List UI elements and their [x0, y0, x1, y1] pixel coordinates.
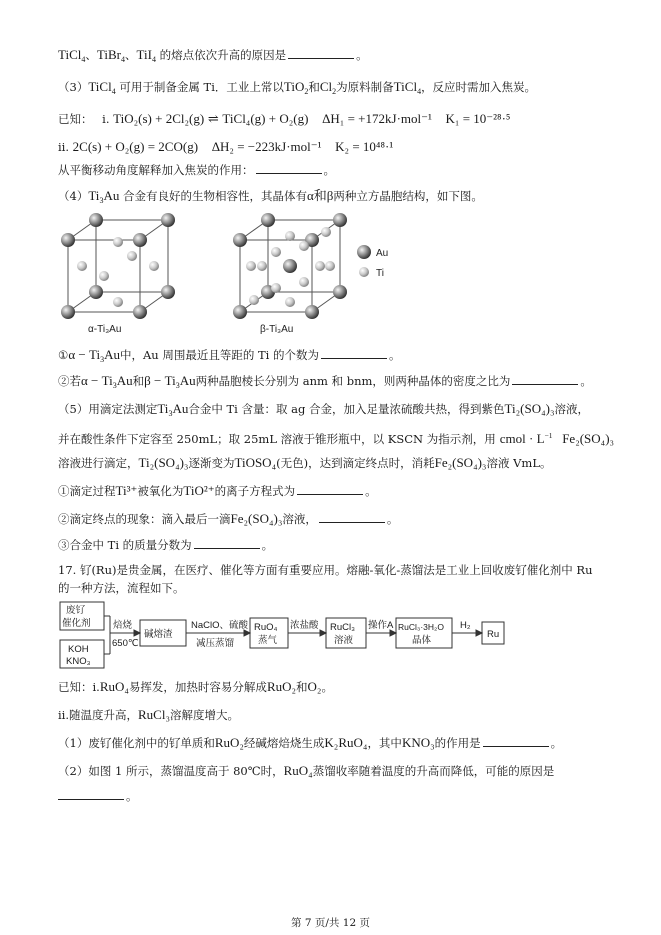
svg-text:溶液: 溶液 — [334, 635, 354, 646]
process-flowchart — [58, 600, 508, 672]
q16-part3-question: 从平衡移动角度解释加入焦炭的作用： 。 — [58, 163, 335, 177]
svg-text:RuCl₃: RuCl₃ — [330, 622, 355, 633]
beta-caption: β-Ti₃Au — [260, 324, 294, 335]
svg-text:RuCl₃·3H₂O: RuCl₃·3H₂O — [398, 622, 444, 632]
answer-blank[interactable] — [288, 47, 354, 59]
svg-text:Ti: Ti — [376, 268, 384, 279]
q17-intro-line2: 的一种方法，流程如下。 — [58, 581, 185, 595]
svg-text:晶体: 晶体 — [412, 635, 432, 646]
legend-ti-icon — [359, 267, 369, 277]
answer-blank[interactable] — [297, 483, 363, 495]
equation-2: ⅱ. 2C(s) + O₂(g) = 2CO(g) ΔH₂ = −223kJ·mol⁻¹ K₂ = 10⁴⁸·¹ — [58, 139, 394, 154]
q17-part2: （2）如图 1 所示，蒸馏温度高于 80℃时，RuO₄蒸馏收率随着温度的升高而降低，可能的原因是 — [58, 763, 555, 778]
q17-part1: （1）废钌催化剂中的钌单质和RuO₂经碱熔焙烧生成K₂RuO₄，其中KNO₃的作用是 。 — [58, 735, 563, 750]
legend — [357, 245, 388, 279]
svg-text:碱熔渣: 碱熔渣 — [144, 629, 173, 640]
svg-text:Ru: Ru — [487, 629, 500, 640]
svg-text:浓盐酸: 浓盐酸 — [290, 620, 319, 631]
answer-blank[interactable] — [256, 162, 322, 174]
answer-blank[interactable] — [58, 788, 124, 800]
equation-1: 已知： ⅰ. TiO₂(s) + 2Cl₂(g) ⇌ TiCl₄(g) + O₂(g) ΔH₁ = +172kJ·mol⁻¹ K₁ = 10⁻²⁸·⁵ — [58, 111, 511, 126]
answer-blank[interactable] — [319, 511, 385, 523]
equilibrium-arrow-icon: ⇌ — [207, 111, 219, 126]
svg-text:催化剂: 催化剂 — [62, 618, 91, 629]
svg-text:H₂: H₂ — [460, 620, 471, 631]
answer-blank[interactable] — [321, 347, 387, 359]
svg-text:NaClO、硫酸: NaClO、硫酸 — [191, 620, 249, 631]
svg-text:KNO₃: KNO₃ — [66, 656, 91, 667]
alpha-caption: α-Ti₃Au — [88, 324, 122, 335]
q16-part5-line1: （5）用滴定法测定$Ti_3Au$合金中 Ti 含量：取 ag 合金，加入足量浓硫酸共热，得到紫色Ti₂(SO₄)₃溶液， — [58, 401, 589, 418]
svg-text:Au: Au — [376, 248, 389, 259]
q16-part3-intro: （3）TiCl$_4$ 可用于制备金属 Ti．工业上常以TiO$_2$和$Cl_2$为原料制备TiCl$_4$，反应时需加入焦炭。 — [58, 79, 537, 96]
crystal-structure-figure — [58, 212, 398, 342]
svg-text:RuO₄: RuO₄ — [254, 622, 278, 633]
answer-blank[interactable] — [194, 537, 260, 549]
answer-blank[interactable] — [512, 373, 578, 385]
svg-text:废钌: 废钌 — [66, 605, 86, 616]
svg-text:操作A: 操作A — [368, 620, 394, 631]
q17-part2-blank: 。 — [58, 788, 138, 804]
svg-text:650℃: 650℃ — [112, 638, 139, 649]
q17-known-1: 已知：ⅰ.RuO₄易挥发，加热时容易分解成RuO₂和O₂。 — [58, 679, 333, 694]
q16-4-2: ②若$\alpha - Ti_3Au$和$\beta - Ti_3Au$两种晶胞棱长分别为 anm 和 bnm，则两种晶体的密度之比为 。 — [58, 373, 592, 390]
svg-text:减压蒸馏: 减压蒸馏 — [196, 638, 235, 649]
q17-intro-line1: 17. 钌(Ru)是贵金属，在医疗、催化等方面有重要应用。熔融-氧化-蒸馏法是工业上回收废钌催化剂中 Ru — [58, 563, 593, 577]
q16-part5-line2: 并在酸性条件下定容至 250mL；取 25mL 溶液于锥形瓶中，以 KSCN 为指示剂，用 cmol · $L^{-1}$ Fe₂(SO₄)₃ — [58, 431, 615, 446]
q16-line-halides: TiCl$_4$、TiBr$_4$、TiI$_4$ 的熔点依次升高的原因是 。 — [58, 47, 368, 64]
q16-part5-line3: 溶液进行滴定，Ti₂(SO₄)₃逐渐变为TiOSO₄(无色)，达到滴定终点时，消耗Fe₂(SO₄)₃溶液 VmL。 — [58, 455, 552, 470]
legend-au-icon — [357, 245, 371, 259]
q16-5-3: ③合金中 Ti 的质量分数为 。 — [58, 538, 274, 552]
svg-text:蒸气: 蒸气 — [258, 635, 278, 646]
q17-known-2: ⅱ.随温度升高，RuCl₃溶解度增大。 — [58, 707, 240, 722]
q16-part4-intro: $(4)Ti_3Au$ 合金有良好的生物相容性，其晶体有α和β两种立方晶胞结构，如下图。 — [58, 188, 483, 205]
svg-text:KOH: KOH — [68, 644, 89, 655]
answer-blank[interactable] — [483, 735, 549, 747]
q16-5-2: ②滴定终点的现象：滴入最后一滴Fe₂(SO₄)₃溶液， 。 — [58, 511, 399, 526]
page-footer: 第 7 页/共 12 页 — [291, 917, 370, 929]
q16-4-1: ①α − $Ti_3Au$中，Au 周围最近且等距的 Ti 的个数为 。 — [58, 347, 401, 364]
q16-5-1: ①滴定过程Ti³⁺被氧化为TiO²⁺的离子方程式为 。 — [58, 483, 377, 498]
svg-text:焙烧: 焙烧 — [113, 620, 133, 631]
